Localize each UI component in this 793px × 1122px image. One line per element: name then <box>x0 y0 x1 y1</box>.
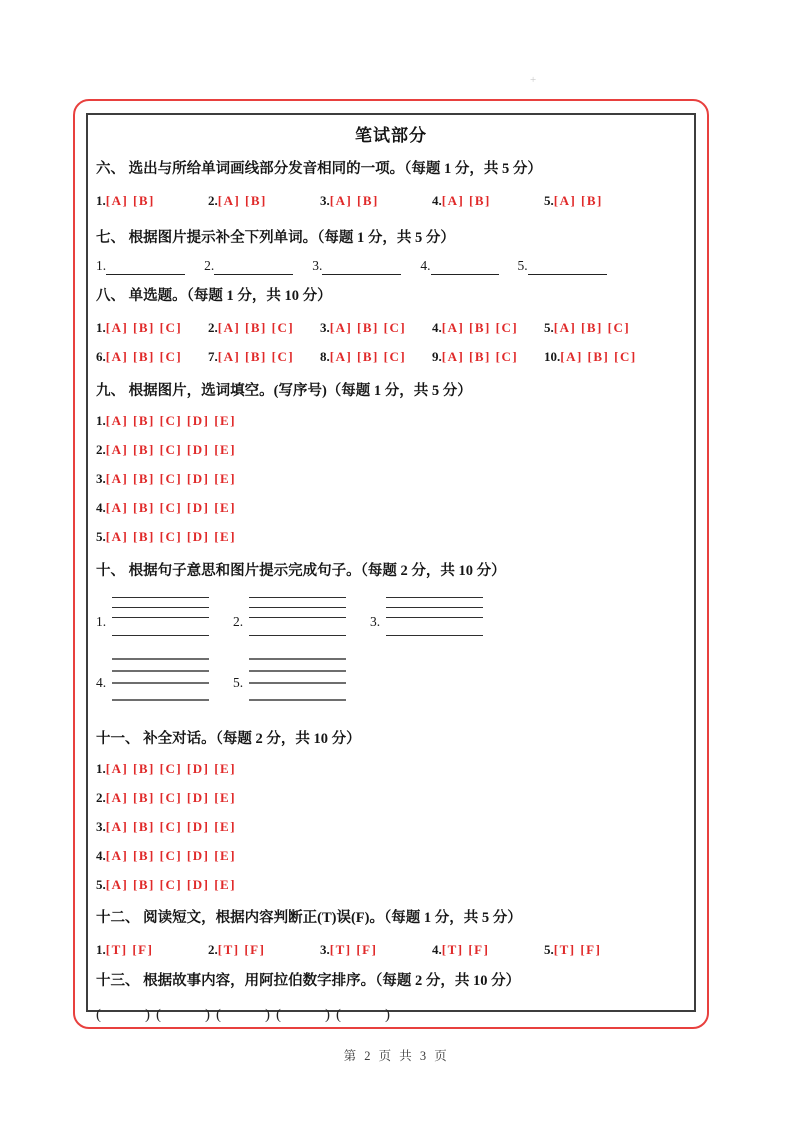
section-8 <box>96 286 686 366</box>
answer-item <box>96 941 208 959</box>
sequence-answer-slot <box>216 1005 270 1025</box>
writing-grid <box>386 593 483 636</box>
item-number: 2. <box>208 193 218 208</box>
answer-item <box>96 499 686 517</box>
item-number: 3. <box>320 320 330 335</box>
item-number: 4. <box>420 258 431 273</box>
answer-item <box>208 941 320 959</box>
writing-line <box>112 635 209 636</box>
answer-item <box>432 319 544 337</box>
answer-item <box>208 192 320 210</box>
answer-item <box>96 348 208 366</box>
answer-item <box>208 348 320 366</box>
answer-row <box>96 192 686 210</box>
answer-options: [T] [F] <box>329 942 378 957</box>
writing-grid <box>249 654 346 711</box>
section-heading: 七、 根据图片提示补全下列单词。（每题 1 分，共 5 分） <box>96 230 455 246</box>
section-heading: 十二、 阅读短文，根据内容判断正(T)误(F)。（每题 1 分，共 5 分） <box>96 910 522 926</box>
answer-item <box>96 760 686 778</box>
writing-line <box>249 670 346 672</box>
writing-line <box>249 617 346 618</box>
answer-item <box>432 941 544 959</box>
item-number: 1. <box>96 614 107 629</box>
answer-options: [A] [B] <box>105 193 155 208</box>
answer-item <box>96 789 686 807</box>
item-number: 10. <box>544 349 561 364</box>
answer-options: [A] [B] <box>329 193 379 208</box>
answer-options: [A] [B] [C] [D] [E] <box>105 413 237 428</box>
writing-line <box>249 699 346 701</box>
writing-grid <box>112 654 209 711</box>
item-number: 3. <box>96 471 106 486</box>
answer-options: [A] [B] [C] [D] [E] <box>105 500 237 515</box>
sequence-answer-slot <box>336 1005 390 1025</box>
section-13 <box>96 971 686 1025</box>
writing-line <box>112 597 209 598</box>
section-11 <box>96 729 686 894</box>
answer-options: [A] [B] <box>217 193 267 208</box>
paren-close: ) <box>145 1007 150 1023</box>
item-number: 5. <box>233 675 244 690</box>
answer-item <box>208 319 320 337</box>
item-number: 1. <box>96 942 106 957</box>
item-number: 2. <box>208 320 218 335</box>
writing-grid <box>249 593 346 636</box>
writing-line <box>249 682 346 684</box>
item-number: 4. <box>432 320 442 335</box>
paren-open: ( <box>216 1007 221 1023</box>
answer-options: [A] [B] [C] <box>105 349 183 364</box>
answer-item <box>320 319 432 337</box>
section-heading: 九、 根据图片，选词填空。(写序号)（每题 1 分，共 5 分） <box>96 383 472 399</box>
section-heading: 十、 根据句子意思和图片提示完成句子。（每题 2 分，共 10 分） <box>96 563 506 579</box>
answer-item <box>312 257 401 275</box>
section-heading: 六、 选出与所给单词画线部分发音相同的一项。（每题 1 分，共 5 分） <box>96 161 542 177</box>
item-number: 2. <box>208 942 218 957</box>
answer-blank-line <box>528 259 607 275</box>
item-number: 5. <box>517 258 528 273</box>
answer-item <box>233 654 370 711</box>
paren-close: ) <box>325 1007 330 1023</box>
answer-blank-line <box>431 259 499 275</box>
answer-item <box>96 818 686 836</box>
writing-line <box>112 617 209 618</box>
section-10 <box>96 561 686 711</box>
answer-item <box>204 257 293 275</box>
answer-item <box>96 319 208 337</box>
answer-item <box>320 941 432 959</box>
paren-open: ( <box>276 1007 281 1023</box>
item-number: 4. <box>432 942 442 957</box>
item-number: 5. <box>544 942 554 957</box>
answer-row <box>96 941 686 959</box>
item-number: 3. <box>312 258 323 273</box>
item-number: 3. <box>370 614 381 629</box>
paren-close: ) <box>265 1007 270 1023</box>
answer-list <box>96 412 686 546</box>
answer-item <box>432 192 544 210</box>
writing-line <box>249 635 346 636</box>
writing-line <box>386 617 483 618</box>
answer-item <box>233 593 370 636</box>
answer-item <box>96 528 686 546</box>
item-number: 4. <box>96 848 106 863</box>
answer-options: [A] [B] [C] [D] [E] <box>105 819 237 834</box>
answer-options: [A] [B] [C] [D] [E] <box>105 529 237 544</box>
answer-options: [T] [F] <box>441 942 490 957</box>
answer-gap <box>161 1005 205 1025</box>
writing-line <box>249 658 346 660</box>
answer-item <box>544 319 656 337</box>
answer-item <box>96 257 185 275</box>
answer-options: [A] [B] [C] [D] [E] <box>105 790 237 805</box>
writing-line <box>112 699 209 701</box>
answer-options: [T] [F] <box>105 942 154 957</box>
item-number: 2. <box>96 442 106 457</box>
paren-close: ) <box>205 1007 210 1023</box>
sequence-answer-slot <box>276 1005 330 1025</box>
paren-close: ) <box>385 1007 390 1023</box>
section-heading: 十一、 补全对话。（每题 2 分，共 10 分） <box>96 731 361 747</box>
answer-item <box>96 441 686 459</box>
writing-line <box>112 607 209 608</box>
item-number: 9. <box>432 349 442 364</box>
section-6 <box>96 159 686 210</box>
item-number: 1. <box>96 761 106 776</box>
item-number: 1. <box>96 320 106 335</box>
item-number: 6. <box>96 349 106 364</box>
answer-options: [A] [B] [C] <box>329 320 407 335</box>
answer-options: [A] [B] [C] <box>441 320 519 335</box>
item-number: 8. <box>320 349 330 364</box>
answer-row <box>96 257 686 275</box>
section-heading: 十三、 根据故事内容，用阿拉伯数字排序。（每题 2 分，共 10 分） <box>96 973 521 989</box>
item-number: 7. <box>208 349 218 364</box>
item-number: 3. <box>96 819 106 834</box>
answer-row <box>96 319 686 366</box>
answer-options: [A] [B] [C] <box>217 349 295 364</box>
page-title: 笔试部分 <box>355 126 427 145</box>
writing-line <box>386 607 483 608</box>
answer-gap <box>101 1005 145 1025</box>
section-7 <box>96 228 686 275</box>
answer-item <box>96 593 233 636</box>
item-number: 1. <box>96 193 106 208</box>
answer-item <box>96 192 208 210</box>
answer-blank-line <box>106 259 185 275</box>
answer-gap <box>341 1005 385 1025</box>
writing-grid <box>112 593 209 636</box>
answer-item <box>544 348 656 366</box>
paren-open: ( <box>156 1007 161 1023</box>
item-number: 5. <box>544 320 554 335</box>
answer-options: [A] [B] [C] <box>329 349 407 364</box>
item-number: 5. <box>544 193 554 208</box>
answer-options: [A] [B] [C] <box>553 320 631 335</box>
answer-list <box>96 760 686 894</box>
writing-line <box>249 607 346 608</box>
answer-options: [A] [B] [C] <box>441 349 519 364</box>
paren-open: ( <box>336 1007 341 1023</box>
item-number: 5. <box>96 877 106 892</box>
sequence-answer-slot <box>96 1005 150 1025</box>
answer-row <box>96 1005 686 1025</box>
writing-line <box>249 597 346 598</box>
answer-item <box>420 257 498 275</box>
writing-line <box>386 635 483 636</box>
writing-line <box>112 670 209 672</box>
paren-open: ( <box>96 1007 101 1023</box>
item-number: 1. <box>96 413 106 428</box>
writing-grid-row <box>96 593 686 636</box>
decorative-red-border <box>73 99 709 1029</box>
answer-item <box>96 412 686 430</box>
answer-item <box>96 847 686 865</box>
answer-gap <box>221 1005 265 1025</box>
answer-options: [T] [F] <box>217 942 266 957</box>
answer-options: [A] [B] [C] <box>560 349 637 364</box>
answer-options: [T] [F] <box>553 942 602 957</box>
answer-options: [A] [B] [C] <box>217 320 295 335</box>
answer-item <box>320 348 432 366</box>
item-number: 4. <box>96 500 106 515</box>
item-number: 5. <box>96 529 106 544</box>
answer-options: [A] [B] [C] [D] [E] <box>105 442 237 457</box>
answer-options: [A] [B] <box>553 193 603 208</box>
answer-options: [A] [B] [C] [D] [E] <box>105 877 237 892</box>
print-registration-mark: + <box>530 74 537 86</box>
writing-line <box>112 682 209 684</box>
item-number: 2. <box>233 614 244 629</box>
answer-item <box>518 257 607 275</box>
item-number: 2. <box>96 790 106 805</box>
answer-options: [A] [B] [C] [D] [E] <box>105 471 237 486</box>
answer-item <box>544 192 656 210</box>
answer-item <box>544 941 656 959</box>
page-number: 第 2 页 共 3 页 <box>343 1049 450 1063</box>
writing-line <box>112 658 209 660</box>
answer-gap <box>281 1005 325 1025</box>
answer-item <box>96 876 686 894</box>
section-heading: 八、 单选题。（每题 1 分，共 10 分） <box>96 288 332 304</box>
writing-line <box>386 597 483 598</box>
answer-options: [A] [B] [C] <box>105 320 183 335</box>
answer-blank-line <box>214 259 293 275</box>
item-number: 4. <box>432 193 442 208</box>
answer-item <box>370 593 507 636</box>
item-number: 4. <box>96 675 107 690</box>
answer-item <box>320 192 432 210</box>
item-number: 2. <box>204 258 215 273</box>
writing-grid-row <box>96 654 686 711</box>
content-border <box>86 113 696 1023</box>
answer-item <box>96 470 686 488</box>
section-12 <box>96 908 686 959</box>
item-number: 3. <box>320 942 330 957</box>
answer-item <box>96 654 233 711</box>
answer-options: [A] [B] [C] [D] [E] <box>105 848 237 863</box>
item-number: 3. <box>320 193 330 208</box>
sequence-answer-slot <box>156 1005 210 1025</box>
answer-options: [A] [B] [C] [D] [E] <box>105 761 237 776</box>
answer-blank-line <box>322 259 401 275</box>
answer-item <box>432 348 544 366</box>
item-number: 1. <box>96 258 107 273</box>
section-9 <box>96 381 686 546</box>
answer-options: [A] [B] <box>441 193 491 208</box>
